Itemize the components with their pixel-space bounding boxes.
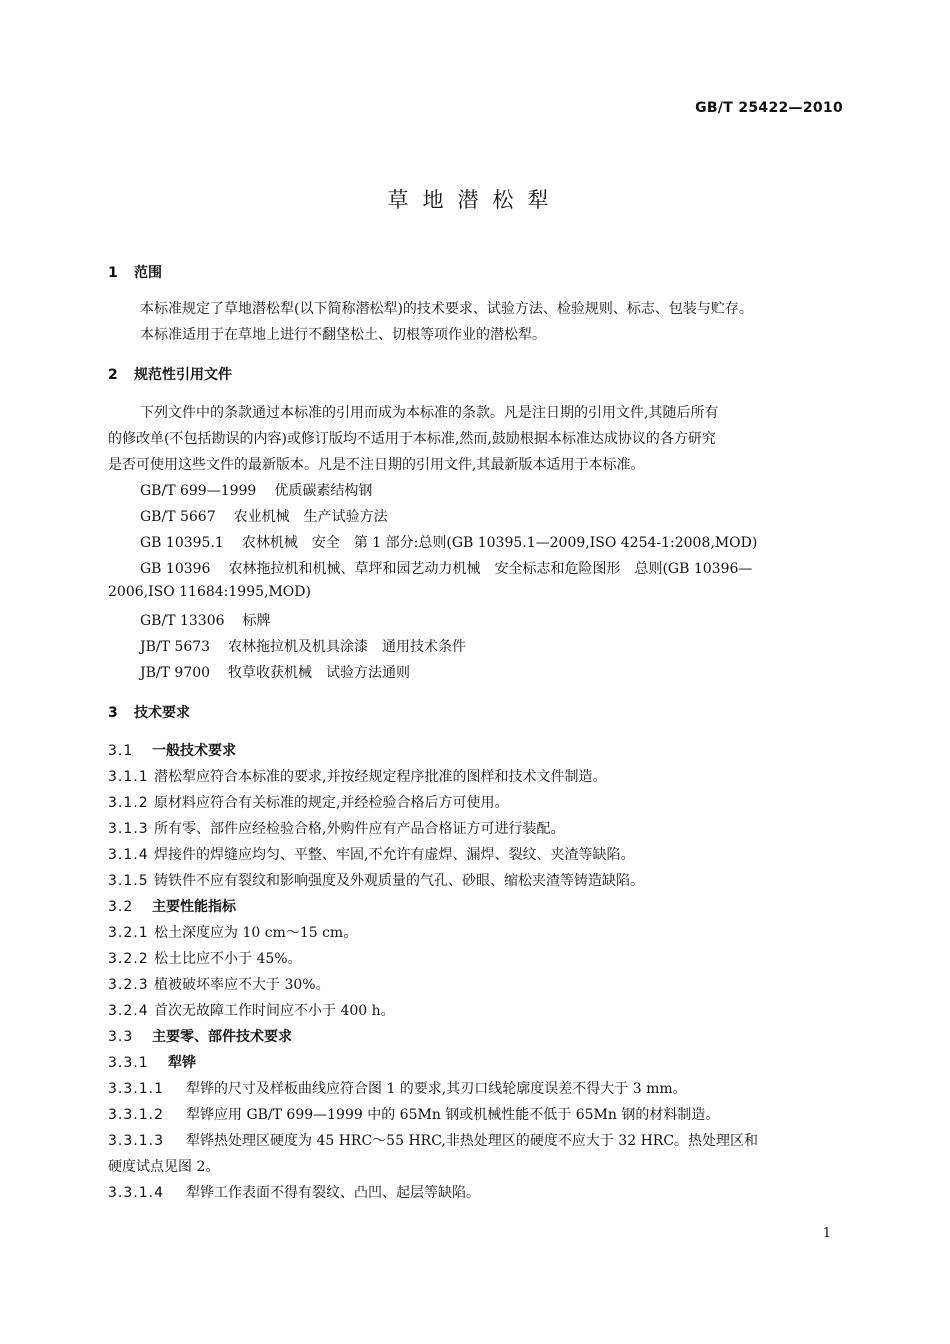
clause-3-1-5 xyxy=(108,870,644,890)
clause-number: 3.3.1.4 xyxy=(108,1185,164,1201)
section-1-heading xyxy=(108,262,162,282)
clause-text: 首次无故障工作时间应不小于 400 h。 xyxy=(154,1003,395,1019)
clause-number: 3.1.3 xyxy=(108,821,149,837)
subsection-number: 3.3 xyxy=(108,1029,134,1045)
clause-number: 3.2.3 xyxy=(108,977,149,993)
clause-text: 所有零、部件应经检验合格,外购件应有产品合格证方可进行装配。 xyxy=(154,821,565,837)
clause-3-1-1 xyxy=(108,766,606,786)
clause-number: 3.2.2 xyxy=(108,951,149,967)
section-number: 2 xyxy=(108,367,118,383)
normative-reference xyxy=(140,480,372,500)
subsection-title: 犁铧 xyxy=(168,1055,196,1071)
subsection-number: 3.1 xyxy=(108,743,134,759)
normative-reference xyxy=(140,662,410,682)
document-title: 草地潜松犁 xyxy=(387,188,563,212)
reference-code: GB/T 5667 xyxy=(140,509,216,525)
normative-reference xyxy=(140,532,757,552)
clause-number: 3.2.4 xyxy=(108,1003,149,1019)
subsection-3-3-1-heading xyxy=(108,1052,196,1072)
clause-3-3-1-4 xyxy=(108,1182,480,1202)
clause-3-2-1 xyxy=(108,922,357,942)
section-title: 范围 xyxy=(134,265,162,281)
section-1-paragraph-1: 本标准规定了草地潜松犁(以下简称潜松犁)的技术要求、试验方法、检验规则、标志、包装与贮存。 xyxy=(140,301,753,317)
subsection-3-3-heading xyxy=(108,1026,292,1046)
clause-text: 犁铧的尺寸及样板曲线应符合图 1 的要求,其刃口线轮廓度误差不得大于 3 mm。 xyxy=(186,1081,687,1097)
subsection-number: 3.3.1 xyxy=(108,1055,149,1071)
clause-3-3-1-1 xyxy=(108,1078,687,1098)
section-2-intro-line-2: 的修改单(不包括勘误的内容)或修订版均不适用于本标准,然而,鼓励根据本标准达成协议的各方研究 xyxy=(108,431,716,447)
reference-title: 优质碳素结构钢 xyxy=(274,483,373,499)
clause-text: 松土比应不小于 45%。 xyxy=(154,951,302,967)
clause-number: 3.1.5 xyxy=(108,873,149,889)
section-title: 规范性引用文件 xyxy=(134,367,232,383)
clause-number: 3.2.1 xyxy=(108,925,149,941)
section-2-heading xyxy=(108,364,232,384)
normative-reference xyxy=(140,506,388,526)
clause-number: 3.1.2 xyxy=(108,795,149,811)
section-2-intro-line-3: 是否可使用这些文件的最新版本。凡是不注日期的引用文件,其最新版本适用于本标准。 xyxy=(108,457,645,473)
section-number: 3 xyxy=(108,705,118,721)
clause-text: 原材料应符合有关标准的规定,并经检验合格后方可使用。 xyxy=(154,795,509,811)
clause-text: 犁铧热处理区硬度为 45 HRC～55 HRC,非热处理区的硬度不应大于 32 HRC。热处理区和 xyxy=(186,1133,759,1149)
normative-reference xyxy=(140,636,466,656)
section-title: 技术要求 xyxy=(134,705,190,721)
reference-title: 农业机械 生产试验方法 xyxy=(233,509,388,525)
clause-number: 3.3.1.2 xyxy=(108,1107,164,1123)
subsection-title: 一般技术要求 xyxy=(152,743,236,759)
reference-code: GB 10396 xyxy=(140,561,211,577)
clause-text: 犁铧应用 GB/T 699—1999 中的 65Mn 钢或机械性能不低于 65Mn 钢的材料制造。 xyxy=(186,1107,720,1123)
reference-code: GB 10395.1 xyxy=(140,535,224,551)
reference-title: 农林拖拉机和机械、草坪和园艺动力机械 安全标志和危险图形 总则(GB 10396— xyxy=(228,561,753,577)
clause-text: 植被破坏率应不大于 30%。 xyxy=(154,977,330,993)
clause-3-1-3 xyxy=(108,818,564,838)
clause-text: 松土深度应为 10 cm～15 cm。 xyxy=(154,925,358,941)
reference-title: 农林拖拉机及机具涂漆 通用技术条件 xyxy=(228,639,467,655)
subsection-number: 3.2 xyxy=(108,899,134,915)
clause-number: 3.3.1.1 xyxy=(108,1081,164,1097)
subsection-title: 主要零、部件技术要求 xyxy=(152,1029,292,1045)
reference-code: JB/T 5673 xyxy=(140,639,211,655)
clause-3-3-1-3 xyxy=(108,1130,758,1150)
reference-code: JB/T 9700 xyxy=(140,665,211,681)
subsection-3-2-heading xyxy=(108,896,236,916)
clause-number: 3.3.1.3 xyxy=(108,1133,164,1149)
reference-title: 农林机械 安全 第 1 部分:总则(GB 10395.1—2009,ISO 4254-1:2008,MOD) xyxy=(241,535,758,551)
clause-3-1-4 xyxy=(108,844,634,864)
clause-3-2-3 xyxy=(108,974,330,994)
clause-text: 焊接件的焊缝应均匀、平整、牢固,不允许有虚焊、漏焊、裂纹、夹渣等缺陷。 xyxy=(154,847,635,863)
clause-number: 3.1.4 xyxy=(108,847,149,863)
reference-code: GB/T 699—1999 xyxy=(140,483,257,499)
reference-title: 牧草收获机械 试验方法通则 xyxy=(228,665,411,681)
normative-reference xyxy=(140,558,752,578)
section-1-paragraph-2: 本标准适用于在草地上进行不翻垡松土、切根等项作业的潜松犁。 xyxy=(140,327,546,343)
clause-text: 犁铧工作表面不得有裂纹、凸凹、起层等缺陷。 xyxy=(186,1185,480,1201)
section-3-heading xyxy=(108,702,190,722)
section-2-intro-line-1: 下列文件中的条款通过本标准的引用而成为本标准的条款。凡是注日期的引用文件,其随后所有 xyxy=(140,405,719,421)
reference-code: GB/T 13306 xyxy=(140,613,225,629)
normative-reference xyxy=(140,610,271,630)
page-number: 1 xyxy=(822,1226,831,1241)
clause-3-2-2 xyxy=(108,948,302,968)
clause-3-3-1-2 xyxy=(108,1104,719,1124)
clause-3-3-1-3-continuation: 硬度试点见图 2。 xyxy=(108,1159,220,1175)
normative-reference-continuation: 2006,ISO 11684:1995,MOD) xyxy=(108,584,311,600)
subsection-3-1-heading xyxy=(108,740,236,760)
clause-number: 3.1.1 xyxy=(108,769,149,785)
reference-title: 标牌 xyxy=(242,613,271,629)
clause-3-2-4 xyxy=(108,1000,395,1020)
subsection-title: 主要性能指标 xyxy=(152,899,236,915)
clause-3-1-2 xyxy=(108,792,508,812)
clause-text: 潜松犁应符合本标准的要求,并按经规定程序批准的图样和技术文件制造。 xyxy=(154,769,607,785)
standard-number: GB/T 25422—2010 xyxy=(695,100,843,116)
section-number: 1 xyxy=(108,265,118,281)
clause-text: 铸铁件不应有裂纹和影响强度及外观质量的气孔、砂眼、缩松夹渣等铸造缺陷。 xyxy=(154,873,644,889)
